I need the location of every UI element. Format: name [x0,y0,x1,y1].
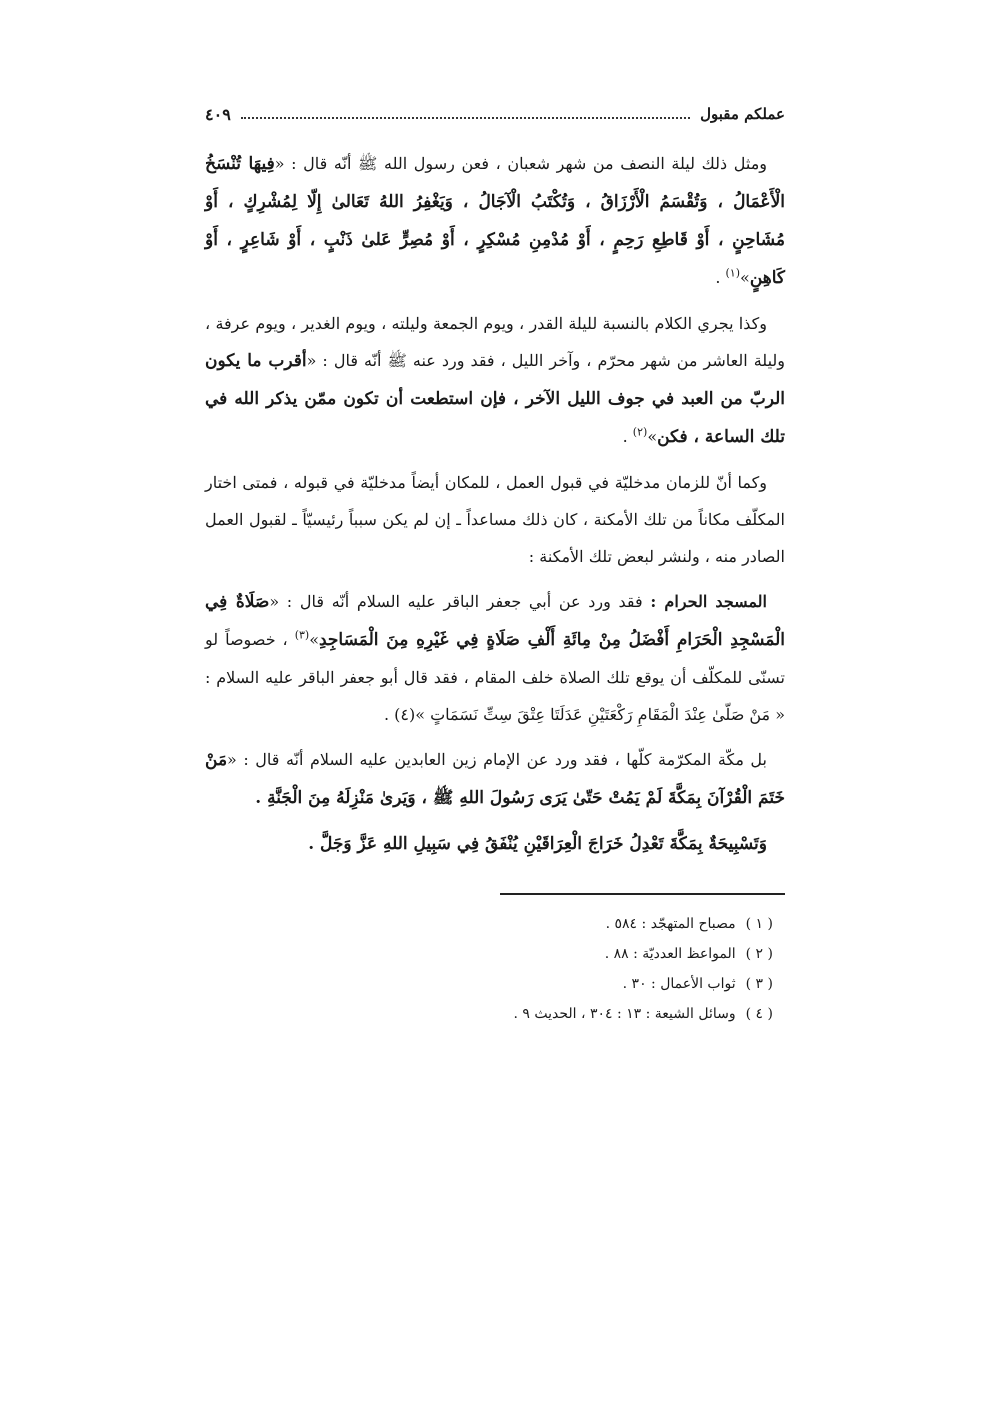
paragraph-5 [205,741,785,817]
paragraph-text: فقد ورد عن أبي جعفر الباقر عليه السلام أنّه قال : « [269,592,651,611]
page-number: ٤٠٩ [205,104,231,124]
paragraph-2 [205,305,785,456]
paragraph-6 [205,825,785,863]
footnote-number: ( ١ ) [745,916,773,932]
paragraph-end: . [622,427,633,446]
footnote-text: ثواب الأعمال : ٣٠ . [622,976,736,992]
footnote-4 [205,999,773,1029]
paragraph-3 [205,464,785,575]
quote-close: » [647,427,658,446]
footnote-text: المواعظ العدديّة : ٨٨ . [604,946,736,962]
hadith-quote: صَلَاةٌ فِي الْمَسْجِدِ الْحَرَامِ أَفْضَلُ مِنْ مِائَةِ أَلْفِ صَلَاةٍ فِي غَيْرِهِ مِنَ الْمَسَاجِدِ [205,592,785,650]
hadith-quote: وَتَسْبِيحَةٌ بِمَكَّةَ تَعْدِلُ خَرَاجَ الْعِرَاقَيْنِ يُنْفَقُ فِي سَبِيلِ اللهِ عَزَّ وَجَلَّ . [308,834,767,854]
footnote-number: ( ٣ ) [745,976,773,992]
footnote-text: مصباح المتهجّد : ٥٨٤ . [605,916,736,932]
quote-close: » [309,630,319,649]
footnote-number: ( ٤ ) [745,1006,773,1022]
paragraph-text: ومثل ذلك ليلة النصف من شهر شعبان ، فعن رسول الله ﷺ أنّه قال : « [274,154,767,173]
paragraph-text: بل مكّة المكرّمة كلّها ، فقد ورد عن الإمام زين العابدين عليه السلام أنّه قال : « [227,750,767,769]
header-leader-dots [241,117,690,119]
footnotes [205,909,785,1029]
paragraph-end: . [715,268,726,287]
paragraph-text: وكذا يجري الكلام بالنسبة لليلة القدر ، ويوم الجمعة وليلته ، ويوم الغدير ، ويوم عرفة ، وليلة العاشر من شهر محرّم ، وآخر الليل ، فقد ورد عنه ﷺ أنّه قال : « [205,314,786,370]
footnote-number: ( ٢ ) [745,946,773,962]
footnote-ref: (١) [725,266,741,280]
section-lead: المسجد الحرام : [650,592,768,611]
footnote-2 [205,939,773,969]
footnote-3 [205,969,773,999]
hadith-quote: مَنْ خَتَمَ الْقُرْآنَ بِمَكَّةَ لَمْ يَمُتْ حَتّىٰ يَرَى رَسُولَ اللهِ ﷺ ، وَيَرىٰ مَنْزِلَهُ مِنَ الْجَنَّةِ . [205,750,785,808]
footnote-ref: (٢) [632,425,648,439]
hadith-quote: أقرب ما يكون الربّ من العبد في جوف الليل الآخر ، فإن استطعت أن تكون ممّن يذكر الله في تلك الساعة ، فكن [205,351,785,447]
book-page [205,95,785,1029]
footnote-ref: (٣) [294,628,310,642]
paragraph-text: وكما أنّ للزمان مدخليّة في قبول العمل ، للمكان أيضاً مدخليّة في قبوله ، فمتى اختار المكلّف مكاناً من تلك الأمكنة ، كان ذلك مساعداً ـ إن لم يكن سبباً رئيسيّاً ـ لقبول العمل الصادر منه ، ولنشر لبعض تلك الأمكنة : [205,473,785,566]
paragraph-4 [205,583,785,733]
chapter-title: عملكم مقبول [700,105,785,123]
running-header [205,95,785,133]
hadith-quote: فِيهَا تُنْسَخُ الْأَعْمَالُ ، وَتُقْسَمُ الْأَرْزَاقُ ، وَتُكْتَبُ الْآجَالُ ، وَيَغْفِرُ اللهُ تَعَالىٰ إِلّا لِمُشْرِكٍ ، أَوْ مُشَاحِنٍ ، أَوْ قَاطِعِ رَحِمٍ ، أَوْ مُدْمِنِ مُسْكِرٍ ، أَوْ مُصِرٍّ عَلىٰ ذَنْبٍ ، أَوْ شَاعِرٍ ، أَوْ كَاهِنٍ [205,154,785,288]
quote-close: » [740,268,750,287]
footnote-divider [500,893,785,895]
paragraph-end: ، خصوصاً لو تسنّى للمكلّف أن يوقع تلك الصلاة خلف المقام ، فقد قال أبو جعفر الباقر عليه السلام : « مَنْ صَلّىٰ عِنْدَ الْمَقَامِ رَكْعَتَيْنِ عَدَلَتَا عِتْقَ سِتِّ نَسَمَاتٍ »(٤) . [205,630,785,724]
footnote-1 [205,909,773,939]
paragraph-1 [205,145,785,297]
footnote-text: وسائل الشيعة : ١٣ : ٣٠٤ ، الحديث ٩ . [513,1006,736,1022]
